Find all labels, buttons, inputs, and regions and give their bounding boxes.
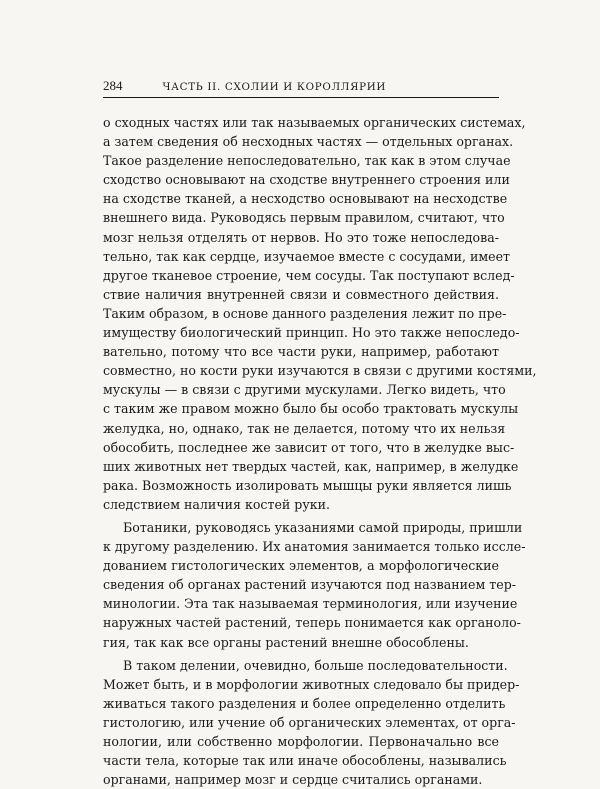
text-line: органами, например мозг и сердце считались органами. [103,772,483,788]
text-line: обособить, последнее же зависит от того, что в желудке выс- [103,439,515,455]
paragraph [103,656,520,789]
text-line: тельно, так как сердце, изучаемое вместе с сосудами, имеет [103,248,511,264]
text-line: гистологию, или учение об органических элементах, от орга- [103,714,516,730]
text-line: желудка, но, однако, так не делается, потому что их нельзя [103,420,506,436]
page-number: 284 [103,78,123,93]
body-text [103,113,537,789]
text-line: имуществу биологический принцип. Но это также непоследо- [103,325,520,341]
text-line: мускулы — в связи с другими мускулами. Легко видеть, что [103,382,506,398]
text-line: Ботаники, руководясь указаниями самой природы, пришли [123,519,523,535]
text-line: части тела, которые так или иначе обособлены, назывались [103,753,507,769]
text-line: на сходстве тканей, а несходство основывают на несходстве [103,191,508,207]
text-line: совместно, но кости руки изучаются в связи с другими костями, [103,363,537,379]
text-line: внешнего вида. Руководясь первым правилом, считают, что [103,210,505,226]
text-line: с таким же правом можно было бы особо трактовать мускулы [103,401,519,417]
text-line: вательно, потому что все части руки, например, работают [103,344,499,360]
text-line: сходство основывают на сходстве внутреннего строения или [103,172,510,188]
text-line: ствие наличия внутренней связи и совместного действия. [103,286,499,302]
text-line: Таким образом, в основе данного разделения лежит по пре- [103,305,507,321]
text-line: дованием гистологических элементов, а морфологические [103,558,499,574]
text-line: к другому разделению. Их анатомия занимается только иссле- [103,539,526,555]
text-line: Такое разделение непоследовательно, так как в этом случае [103,153,511,169]
text-line: мозг нельзя отделять от нервов. Но это тоже непоследова- [103,229,499,245]
paragraph [103,113,537,514]
text-line: рака. Возможность изолировать мышцы руки является лишь [103,477,512,493]
text-line: нологии, или собственно морфологии. Первоначально все [103,734,499,749]
text-line: В таком делении, очевидно, больше последовательности. [123,657,508,673]
page-header [103,78,499,98]
text-line: другое тканевое строение, чем сосуды. Так поступают вслед- [103,267,515,283]
text-line: сведения об органах растений изучаются под названием тер- [103,577,517,593]
paragraph [103,518,526,652]
text-line: о сходных частях или так называемых органических системах, [103,115,526,130]
text-line: живаться такого разделения и более определенно отделить [103,695,506,711]
text-line: следствием наличия костей руки. [103,496,331,512]
text-line: минологии. Эта так называемая терминология, или изучение [103,596,518,612]
running-head: ЧАСТЬ II. СХОЛИИ И КОРОЛЛЯРИИ [162,81,387,93]
text-line: а затем сведения об несходных частях — отдельных органах. [103,134,514,150]
text-line: ших животных нет твердых частей, как, например, в желудке [103,458,519,474]
text-line: гия, так как все органы растений внешне обособлены. [103,634,469,650]
text-line: наружных частей растений, теперь понимается как органоло- [103,615,521,631]
text-line: Может быть, и в морфологии животных следовало бы придер- [103,676,520,692]
